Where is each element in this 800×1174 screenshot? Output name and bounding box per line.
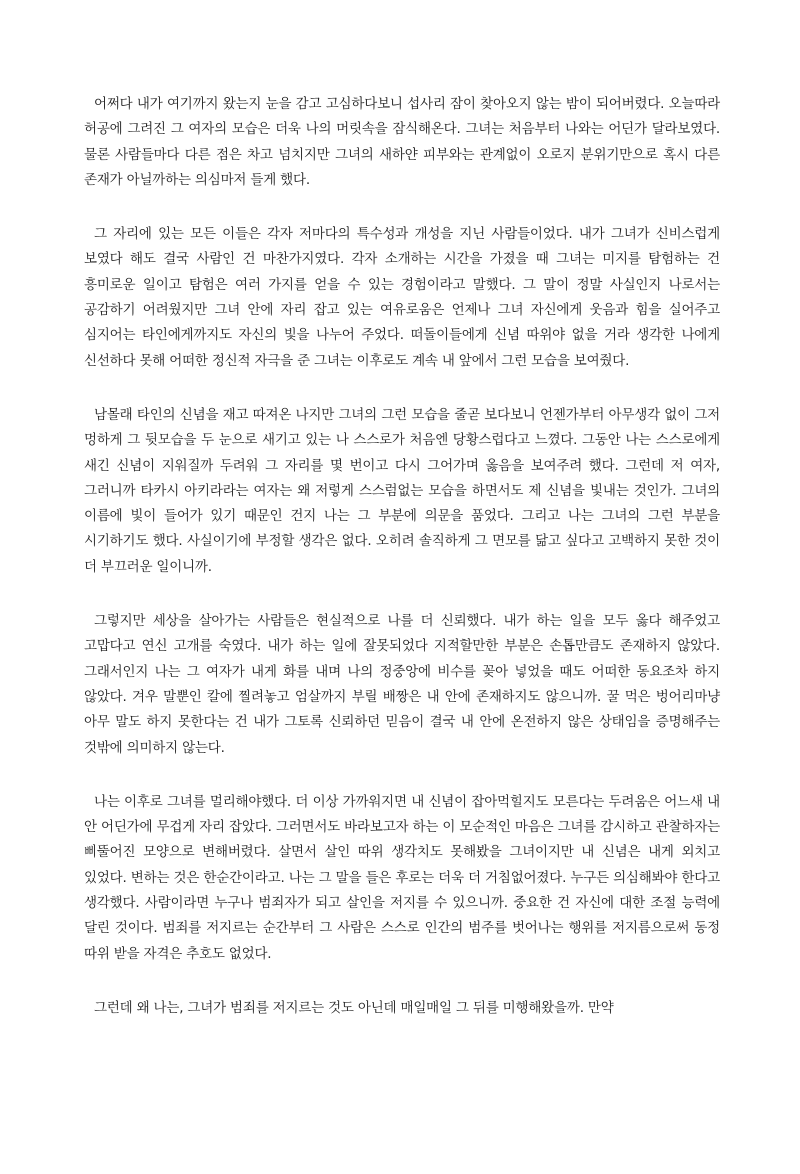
paragraph-6: 그런데 왜 나는, 그녀가 범죄를 저지르는 것도 아닌데 매일매일 그 뒤를 미행해왔을까. 만약 — [94, 999, 614, 1016]
paragraph-3: 남몰래 타인의 신념을 재고 따져온 나지만 그녀의 그런 모습을 줄곧 보다보니 언젠가부터 아무생각 없이 그저 멍하게 그 뒷모습을 두 눈으로 새기고 있는 나 스스로가 처음엔 당황스럽다고 느꼈다. 그동안 나는 스스로에게 새긴 신념이 지워질까 두려워 그 자리를 몇 번이고 다시 그어가며 옳음을 보여주려 했다. 그런데 저 여자, 그러니까 타카시 아키라라는 여자는 왜 저렇게 스스럼없는 모습을 하면서도 제 신념을 빛내는 것인가. 그녀의 이름에 빛이 들어가 있기 때문인 건지 나는 그 부분에 의문을 품었다. 그리고 나는 그녀의 그런 부분을 시기하기도 했다. 사실이기에 부정할 생각은 없다. 오히려 솔직하게 그 면모를 닮고 싶다고 고백하지 못한 것이 더 부끄러운 일이니까. — [84, 406, 720, 575]
paragraph-1: 어쩌다 내가 여기까지 왔는지 눈을 감고 고심하다보니 섭사리 잠이 찾아오지 않는 밤이 되어버렸다. 오늘따라 허공에 그려진 그 여자의 모습은 더욱 나의 머릿속을 잠식해온다. 그녀는 처음부터 나와는 어딘가 달라보였다. 물론 사람들마다 다른 점은 차고 넘치지만 그녀의 새하얀 피부와는 관계없이 오로지 분위기만으로 혹시 다른 존재가 아닐까하는 의심마저 들게 했다. — [84, 96, 720, 188]
paragraph-5: 나는 이후로 그녀를 멀리해야했다. 더 이상 가까워지면 내 신념이 잡아먹힐지도 모른다는 두려움은 어느새 내 안 어딘가에 무겁게 자리 잡았다. 그러면서도 바라보고자 하는 이 모순적인 마음은 그녀를 감시하고 관찰하자는 삐뚤어진 모양으로 변해버렸다. 살면서 살인 따위 생각치도 못해봤을 그녀이지만 내 신념은 내게 외치고 있었다. 변하는 것은 한순간이라고. 나는 그 말을 들은 후로는 더욱 더 거침없어졌다. 누구든 의심해봐야 한다고 생각했다. 사람이라면 누구나 범죄자가 되고 살인을 저지를 수 있으니까. 중요한 건 자신에 대한 조절 능력에 달린 것이다. 범죄를 저지르는 순간부터 그 사람은 스스로 인간의 범주를 벗어나는 행위를 저지름으로써 동정 따위 받을 자격은 추호도 없었다. — [84, 793, 720, 962]
document-body — [84, 92, 720, 1050]
paragraph-4: 그렇지만 세상을 살아가는 사람들은 현실적으로 나를 더 신뢰했다. 내가 하는 일을 모두 옳다 해주었고 고맙다고 연신 고개를 숙였다. 내가 하는 일에 잘못되었다 지적할만한 부분은 손톱만큼도 존재하지 않았다. 그래서인지 나는 그 여자가 내게 화를 내며 나의 정중앙에 비수를 꽂아 넣었을 때도 어떠한 동요조차 하지 않았다. 겨우 말뿐인 칼에 찔려놓고 엄살까지 부릴 배짱은 내 안에 존재하지도 않으니까. 꿀 먹은 벙어리마냥 아무 말도 하지 못한다는 건 내가 그토록 신뢰하던 믿음이 결국 내 안에 온전하지 않은 상태임을 증명해주는 것밖에 의미하지 않는다. — [84, 613, 720, 756]
paragraph-2: 그 자리에 있는 모든 이들은 각자 저마다의 특수성과 개성을 지닌 사람들이었다. 내가 그녀가 신비스럽게 보였다 해도 결국 사람인 건 마찬가지였다. 각자 소개하는 시간을 가졌을 때 그녀는 미지를 탐험하는 건 흥미로운 일이고 탐험은 여러 가지를 얻을 수 있는 경험이라고 말했다. 그 말이 정말 사실인지 나로서는 공감하기 어려웠지만 그녀 안에 자리 잡고 있는 여유로움은 언제나 그녀 자신에게 웃음과 힘을 실어주고 심지어는 타인에게까지도 자신의 빛을 나누어 주었다. 떠돌이들에게 신념 따위야 없을 거라 생각한 나에게 신선하다 못해 어떠한 정신적 자극을 준 그녀는 이후로도 계속 내 앞에서 그런 모습을 보여줬다. — [84, 226, 720, 369]
